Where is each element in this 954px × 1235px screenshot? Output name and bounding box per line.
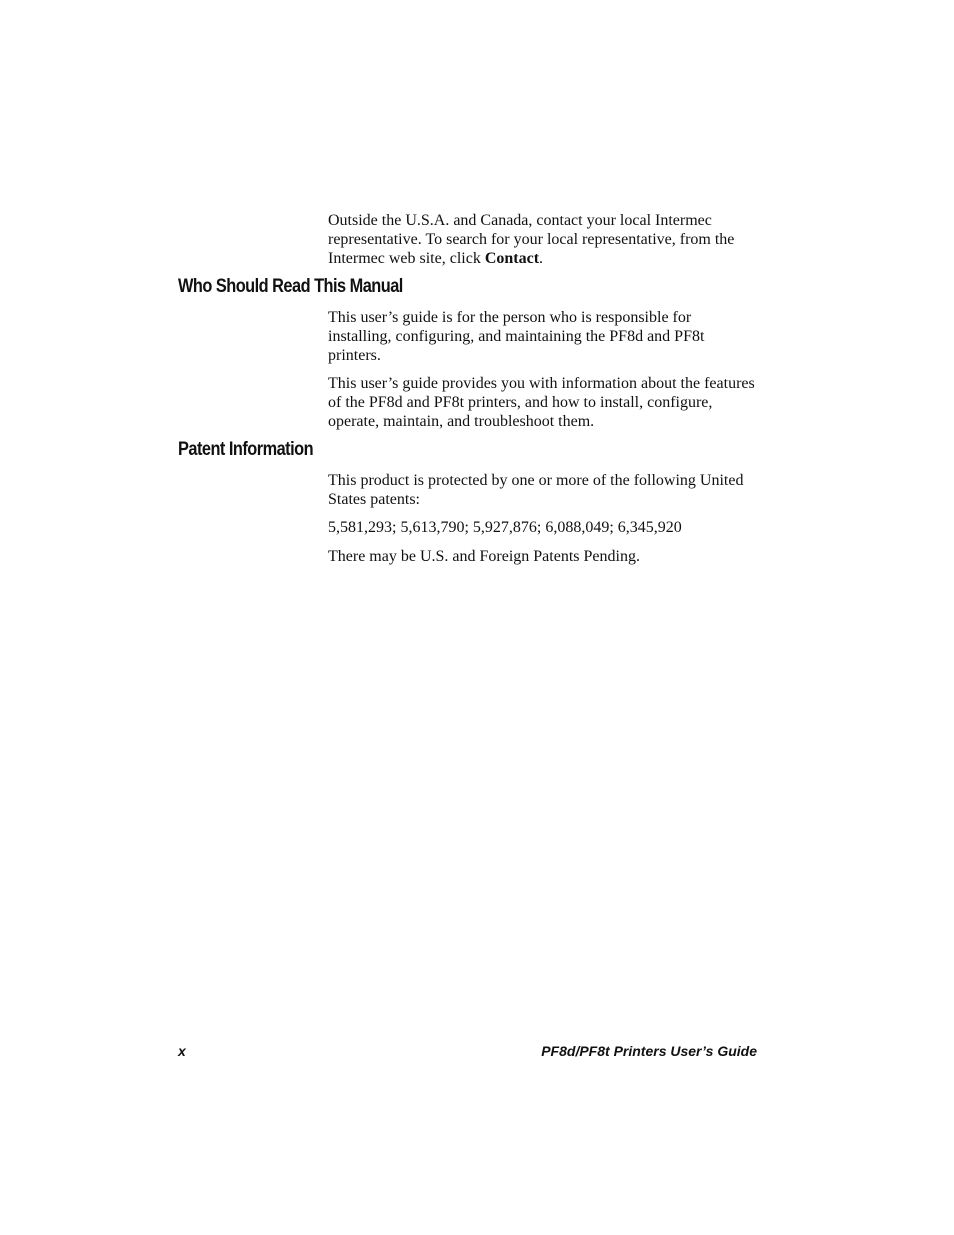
audience-paragraph-2: This user’s guide provides you with information about the features of the PF8d and PF8t printers, and how to install, configure, operate, maintain, and troubleshoot them. [328,375,755,430]
footer-guide-title: PF8d/PF8t Printers User’s Guide [541,1043,757,1059]
section-heading-audience: Who Should Read This Manual [178,276,403,297]
section-heading-patent: Patent Information [178,439,314,460]
patent-numbers: 5,581,293; 5,613,790; 5,927,876; 6,088,049; 6,345,920 [328,519,682,536]
intro-text: Outside the U.S.A. and Canada, contact your local Intermec representative. To search for your local representative, from the Intermec web site, click [328,212,735,267]
audience-paragraph-1: This user’s guide is for the person who is responsible for installing, configuring, and maintaining the PF8d and PF8t printers. [328,309,705,364]
intro-paragraph [328,211,758,268]
intro-text-end: . [539,250,544,267]
patent-paragraph-1: This product is protected by one or more of the following United States patents: [328,472,744,508]
patent-paragraph-3: There may be U.S. and Foreign Patents Pending. [328,548,640,565]
contact-term: Contact [484,250,540,267]
page-number: x [178,1043,186,1059]
